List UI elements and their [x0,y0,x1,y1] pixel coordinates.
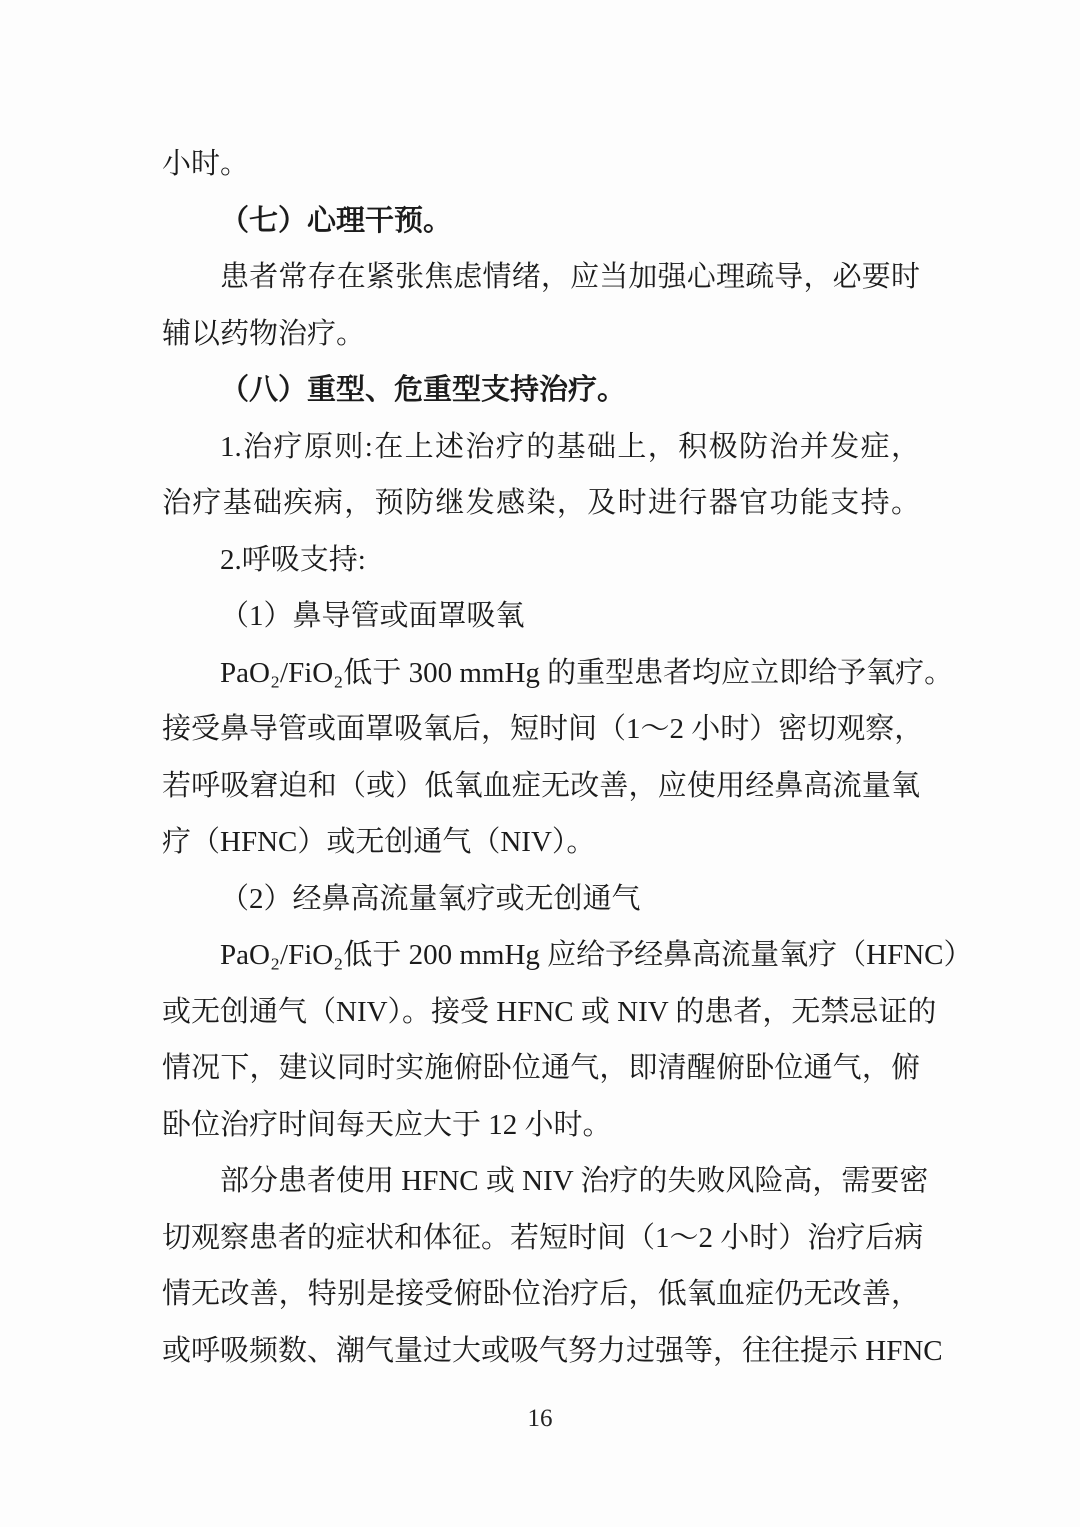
text-line: 患者常存在紧张焦虑情绪，应当加强心理疏导，必要时 [220,261,920,293]
text-line: 接受鼻导管或面罩吸氧后，短时间（1～2 小时）密切观察， [162,713,924,745]
text-line: 治疗基础疾病，预防继发感染，及时进行器官功能支持。 [162,487,920,519]
text-line: 小时。 [162,148,250,180]
text-line: 切观察患者的症状和体征。若短时间（1～2 小时）治疗后病 [162,1221,924,1254]
text-line: 或呼吸频数、潮气量过大或吸气努力过强等，往往提示 HFNC [162,1334,943,1367]
text-line: 疗（HFNC）或无创通气（NIV）。 [162,826,596,858]
text-line: 1.治疗原则:在上述治疗的基础上，积极防治并发症， [220,430,920,463]
text-line: PaO₂/FiO₂低于 200 mmHg 应给予经鼻高流量氧疗（HFNC） [220,939,973,971]
page-footer [0,1404,1080,1434]
text-line: （2）经鼻高流量氧疗或无创通气 [220,882,641,915]
text-line: 部分患者使用 HFNC 或 NIV 治疗的失败风险高，需要密 [220,1165,929,1197]
text-line: 辅以药物治疗。 [162,317,366,350]
text-line: （1）鼻导管或面罩吸氧 [220,600,525,632]
document-body [162,136,973,1379]
text-line: 2.呼吸支持: [220,543,366,576]
section-heading: （七）心理干预。 [220,204,453,237]
section-heading: （八）重型、危重型支持治疗。 [220,374,627,406]
text-line: 情况下，建议同时实施俯卧位通气，即清醒俯卧位通气，俯 [162,1052,920,1084]
page-number: 16 [527,1405,553,1432]
text-line: PaO₂/FiO₂低于 300 mmHg 的重型患者均应立即给予氧疗。 [220,656,954,689]
text-line: 或无创通气（NIV）。接受 HFNC 或 NIV 的患者，无禁忌证的 [162,995,937,1028]
text-line: 情无改善，特别是接受俯卧位治疗后，低氧血症仍无改善， [162,1278,920,1310]
text-line: 卧位治疗时间每天应大于 12 小时。 [162,1108,612,1141]
text-line: 若呼吸窘迫和（或）低氧血症无改善，应使用经鼻高流量氧 [162,769,920,802]
